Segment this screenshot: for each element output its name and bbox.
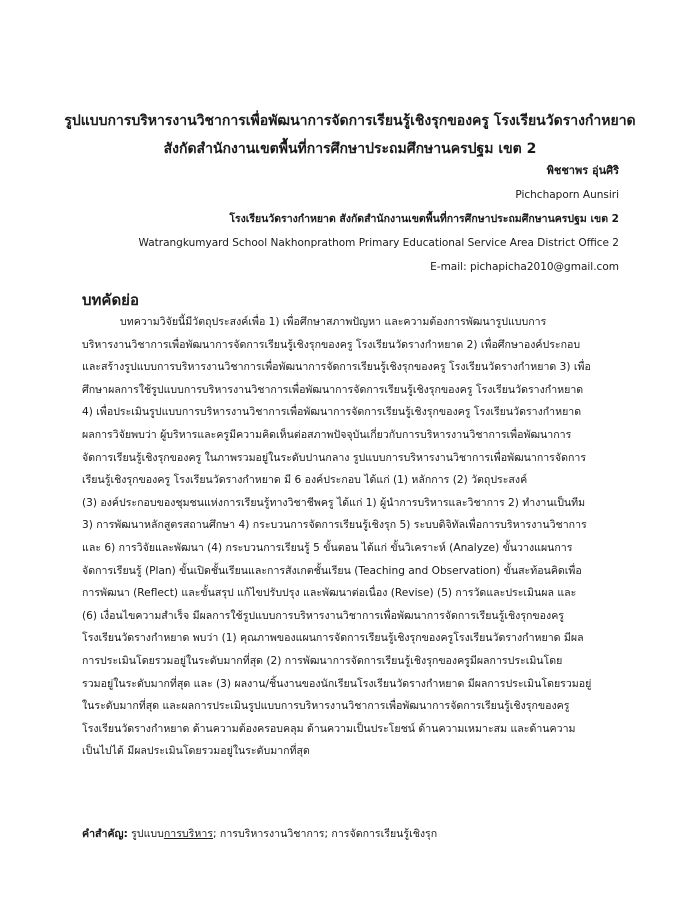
- abstract-line: การพัฒนา (Reflect) และขั้นสรุป แก้ไขปรับปรุง และพัฒนาต่อเนื่อง (Revise) (5) การวัดและประเมินผล และ: [82, 587, 577, 600]
- keywords-label: คำสำคัญ:: [82, 828, 128, 840]
- abstract-line: บริหารงานวิชาการเพื่อพัฒนาการจัดการเรียนรู้เชิงรุกของครู โรงเรียนวัดรางกำหยาด 2) เพื่อศึกษาองค์ประกอบ: [82, 338, 581, 351]
- abstract-line: การประเมินโดยรวมอยู่ในระดับมากที่สุด (2) การพัฒนาการจัดการเรียนรู้เชิงรุกของครูมีผลการประเมินโดย: [82, 654, 563, 667]
- abstract-line: จัดการเรียนรู้เชิงรุกของครู ในภาพรวมอยู่ในระดับปานกลาง รูปแบบการบริหารงานวิชาการเพื่อพัฒนาการจัดการ: [82, 451, 587, 464]
- keyword-rest: ; การบริหารงานวิชาการ; การจัดการเรียนรู้เชิงรุก: [212, 828, 438, 840]
- affiliation-thai: โรงเรียนวัดรางกำหยาด สังกัดสำนักงานเขตพื้นที่การศึกษาประถมศึกษานครปฐม เขต 2: [229, 213, 619, 225]
- abstract-line: 4) เพื่อประเมินรูปแบบการบริหารงานวิชาการเพื่อพัฒนาการจัดการเรียนรู้เชิงรุกของครู โรงเรียนวัดรางกำหยาด: [82, 406, 582, 419]
- abstract-line: และสร้างรูปแบบการบริหารงานวิชาการเพื่อพัฒนาการจัดการเรียนรู้เชิงรุกของครู โรงเรียนวัดรางกำหยาด 3) เพื่อ: [82, 361, 591, 374]
- author-name-thai: พิชชาพร อุ่นศิริ: [546, 164, 619, 177]
- author-name-english: Pichchaporn Aunsiri: [515, 189, 619, 201]
- abstract-line: จัดการเรียนรู้ (Plan) ขั้นเปิดชั้นเรียนและการสังเกตชั้นเรียน (Teaching and Observation) ขั้นสะท้อนคิดเพื่อ: [82, 564, 582, 577]
- affiliation-english: Watrangkumyard School Nakhonprathom Primary Educational Service Area District Office 2: [138, 237, 619, 249]
- abstract-line: ผลการวิจัยพบว่า ผู้บริหารและครูมีความคิดเห็นต่อสภาพปัจจุบันเกี่ยวกับการบริหารงานวิชาการเพื่อพัฒนาการ: [82, 428, 572, 441]
- abstract-line: โรงเรียนวัดรางกำหยาด ด้านความต้องครอบคลุม ด้านความเป็นประโยชน์ ด้านความเหมาะสม และด้านความ: [82, 722, 576, 735]
- abstract-line: รวมอยู่ในระดับมากที่สุด และ (3) ผลงาน/ชิ้นงานของนักเรียนโรงเรียนวัดรางกำหยาด มีผลการประเมินโดยรวมอยู่: [82, 677, 592, 690]
- paper-title-line-1: รูปแบบการบริหารงานวิชาการเพื่อพัฒนาการจัดการเรียนรู้เชิงรุกของครู โรงเรียนวัดรางกำหยาด: [64, 113, 636, 129]
- author-block: [139, 159, 619, 279]
- abstract-line: (6) เงื่อนไขความสำเร็จ มีผลการใช้รูปแบบการบริหารงานวิชาการเพื่อพัฒนาการจัดการเรียนรู้เชิงรุกของครู: [82, 609, 564, 622]
- abstract-line: 3) การพัฒนาหลักสูตรสถานศึกษา 4) กระบวนการจัดการเรียนรู้เชิงรุก 5) ระบบดิจิทัลเพื่อการบริหารงานวิชาการ: [82, 519, 587, 532]
- abstract-line: เรียนรู้เชิงรุกของครู โรงเรียนวัดรางกำหยาด มี 6 องค์ประกอบ ได้แก่ (1) หลักการ (2) วัตถุประสงค์: [82, 474, 528, 487]
- abstract-line: ในระดับมากที่สุด และผลการประเมินรูปแบบการบริหารงานวิชาการเพื่อพัฒนาการจัดการเรียนรู้เชิงรุกของครู: [82, 700, 570, 713]
- abstract-line: เป็นไปได้ มีผลประเมินโดยรวมอยู่ในระดับมากที่สุด: [82, 745, 310, 758]
- abstract-line: บทความวิจัยนี้มีวัตถุประสงค์เพื่อ 1) เพื่อศึกษาสภาพปัญหา และความต้องการพัฒนารูปแบบการ: [120, 316, 547, 328]
- paper-title-line-2: สังกัดสำนักงานเขตพื้นที่การศึกษาประถมศึกษานครปฐม เขต 2: [163, 141, 537, 157]
- abstract-body: [82, 311, 620, 763]
- abstract-line: ศึกษาผลการใช้รูปแบบการบริหารงานวิชาการเพื่อพัฒนาการจัดการเรียนรู้เชิงรุกของครู โรงเรียนวัดรางกำหยาด: [82, 383, 584, 396]
- keyword-prefix: รูปแบบ: [127, 828, 164, 840]
- keywords-line: [82, 823, 437, 845]
- keyword-underlined: การบริหาร: [163, 828, 213, 840]
- abstract-heading: บทคัดย่อ: [82, 291, 139, 309]
- abstract-line: โรงเรียนวัดรางกำหยาด พบว่า (1) คุณภาพของแผนการจัดการเรียนรู้เชิงรุกของครูโรงเรียนวัดรางกำหยาด มีผล: [82, 632, 584, 645]
- abstract-line: และ 6) การวิจัยและพัฒนา (4) กระบวนการเรียนรู้ 5 ขั้นตอน ได้แก่ ขั้นวิเคราะห์ (Analyze) ขั้นวางแผนการ: [82, 541, 573, 554]
- author-email: E-mail: pichapicha2010@gmail.com: [430, 261, 619, 273]
- abstract-line: (3) องค์ประกอบของชุมชนแห่งการเรียนรู้ทางวิชาชีพครู ได้แก่ 1) ผู้นำการบริหารและวิชาการ 2) ทำงานเป็นทีม: [82, 496, 586, 509]
